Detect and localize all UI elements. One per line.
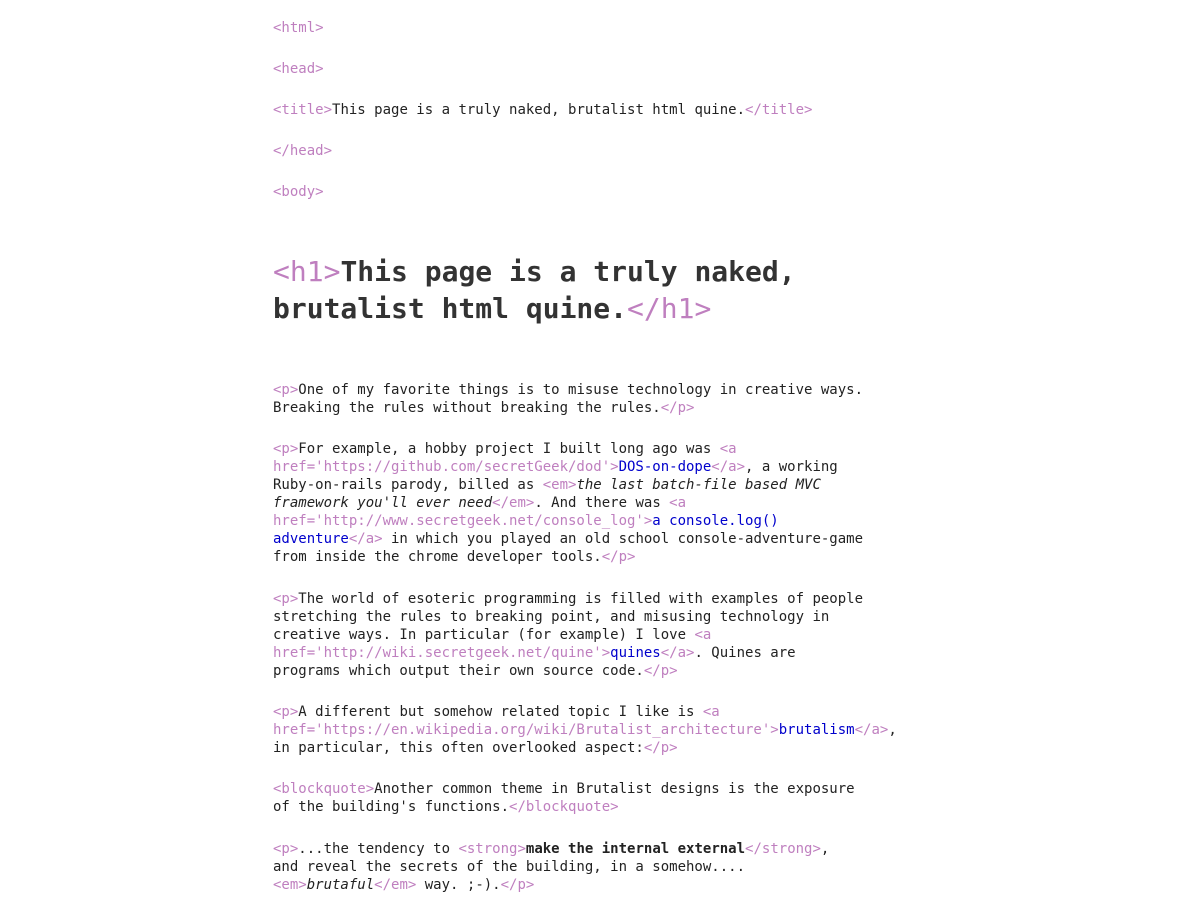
page-content <box>273 0 973 894</box>
tag-text: <a href='http://wiki.secretgeek.net/quine'> <box>273 627 712 661</box>
tag-text: <a href='https://github.com/secretGeek/dod'> <box>273 441 737 475</box>
tag-text: </a> <box>660 645 695 661</box>
head-open-tag <box>273 60 973 78</box>
heading-text: This page is a truly naked, brutalist html quine. <box>273 255 796 325</box>
link-console-log-adventure[interactable]: a console.log() adventure <box>273 513 779 547</box>
tag-text: <p> <box>273 382 299 398</box>
tag-text: </strong> <box>745 841 821 857</box>
tag-text: <blockquote> <box>273 781 375 797</box>
paragraph-internal-external <box>273 840 973 894</box>
paragraph-text: , and reveal the secrets of the building, in a somehow.... <box>273 841 830 875</box>
tag-text: </em> <box>374 877 417 893</box>
paragraph-text: The world of esoteric programming is filled with examples of people stretching the rules to breaking point, and misusing technology in creative ways. In particular (for example) I love <box>273 591 864 643</box>
quote-text: Another common theme in Brutalist designs is the exposure of the building's functions. <box>273 781 855 815</box>
emphasis-text: the last batch-file based MVC framework you'll ever need <box>273 477 821 511</box>
tag-text: <body> <box>273 184 324 200</box>
tag-text: <em> <box>273 877 307 893</box>
tag-text: <head> <box>273 61 324 77</box>
paragraph-misuse <box>273 381 973 417</box>
strong-text: make the internal external <box>525 841 746 857</box>
tag-text: </p> <box>500 877 535 893</box>
tag-text: </a> <box>711 459 746 475</box>
tag-text: </p> <box>601 549 636 565</box>
tag-text: <h1> <box>273 255 341 288</box>
paragraph-text: A different but somehow related topic I like is <box>298 704 703 720</box>
paragraph-text: . And there was <box>534 495 670 511</box>
paragraph-hobby-projects <box>273 440 973 566</box>
paragraph-text: For example, a hobby project I built long ago was <box>298 441 720 457</box>
paragraph-text: in which you played an old school console-adventure-game from inside the chrome developer tools. <box>273 531 864 565</box>
tag-text: <p> <box>273 441 299 457</box>
tag-text: <title> <box>273 102 333 118</box>
html-open-tag <box>273 19 973 37</box>
tag-text: <p> <box>273 704 299 720</box>
tag-text: </title> <box>745 102 813 118</box>
tag-text: </blockquote> <box>509 799 619 815</box>
paragraph-text: One of my favorite things is to misuse technology in creative ways. Breaking the rules without breaking the rules. <box>273 382 864 416</box>
tag-text: <html> <box>273 20 324 36</box>
tag-text: </p> <box>660 400 695 416</box>
body-open-tag <box>273 183 973 201</box>
tag-text: </p> <box>643 663 678 679</box>
tag-text: </a> <box>854 722 889 738</box>
paragraph-text: ...the tendency to <box>298 841 459 857</box>
tag-text: <p> <box>273 841 299 857</box>
tag-text: </em> <box>492 495 535 511</box>
title-line <box>273 101 973 119</box>
paragraph-text: , a working Ruby-on-rails parody, billed as <box>273 459 838 493</box>
link-dos-on-dope[interactable]: DOS-on-dope <box>618 459 712 475</box>
link-quines[interactable]: quines <box>610 645 661 661</box>
emphasis-text: brutaful <box>306 877 375 893</box>
tag-text: </p> <box>643 740 678 756</box>
link-brutalism[interactable]: brutalism <box>778 722 855 738</box>
tag-text: <em> <box>542 477 577 493</box>
paragraph-text: way. ;-). <box>416 877 501 893</box>
paragraph-esoteric <box>273 590 973 680</box>
tag-text: <p> <box>273 591 299 607</box>
blockquote-line <box>273 780 973 816</box>
tag-text: </head> <box>273 143 333 159</box>
tag-text: </h1> <box>627 292 712 325</box>
paragraph-text: . Quines are programs which output their own source code. <box>273 645 796 679</box>
paragraph-brutalism <box>273 703 973 757</box>
title-text: This page is a truly naked, brutalist html quine. <box>332 102 746 118</box>
tag-text: </a> <box>348 531 383 547</box>
page-heading <box>273 253 893 327</box>
tag-text: <strong> <box>458 841 526 857</box>
head-close-tag <box>273 142 973 160</box>
tag-text: <a href='https://en.wikipedia.org/wiki/Brutalist_architecture'> <box>273 704 779 738</box>
tag-text: <a href='http://www.secretgeek.net/console_log'> <box>273 495 687 529</box>
paragraph-text: , in particular, this often overlooked aspect: <box>273 722 897 756</box>
